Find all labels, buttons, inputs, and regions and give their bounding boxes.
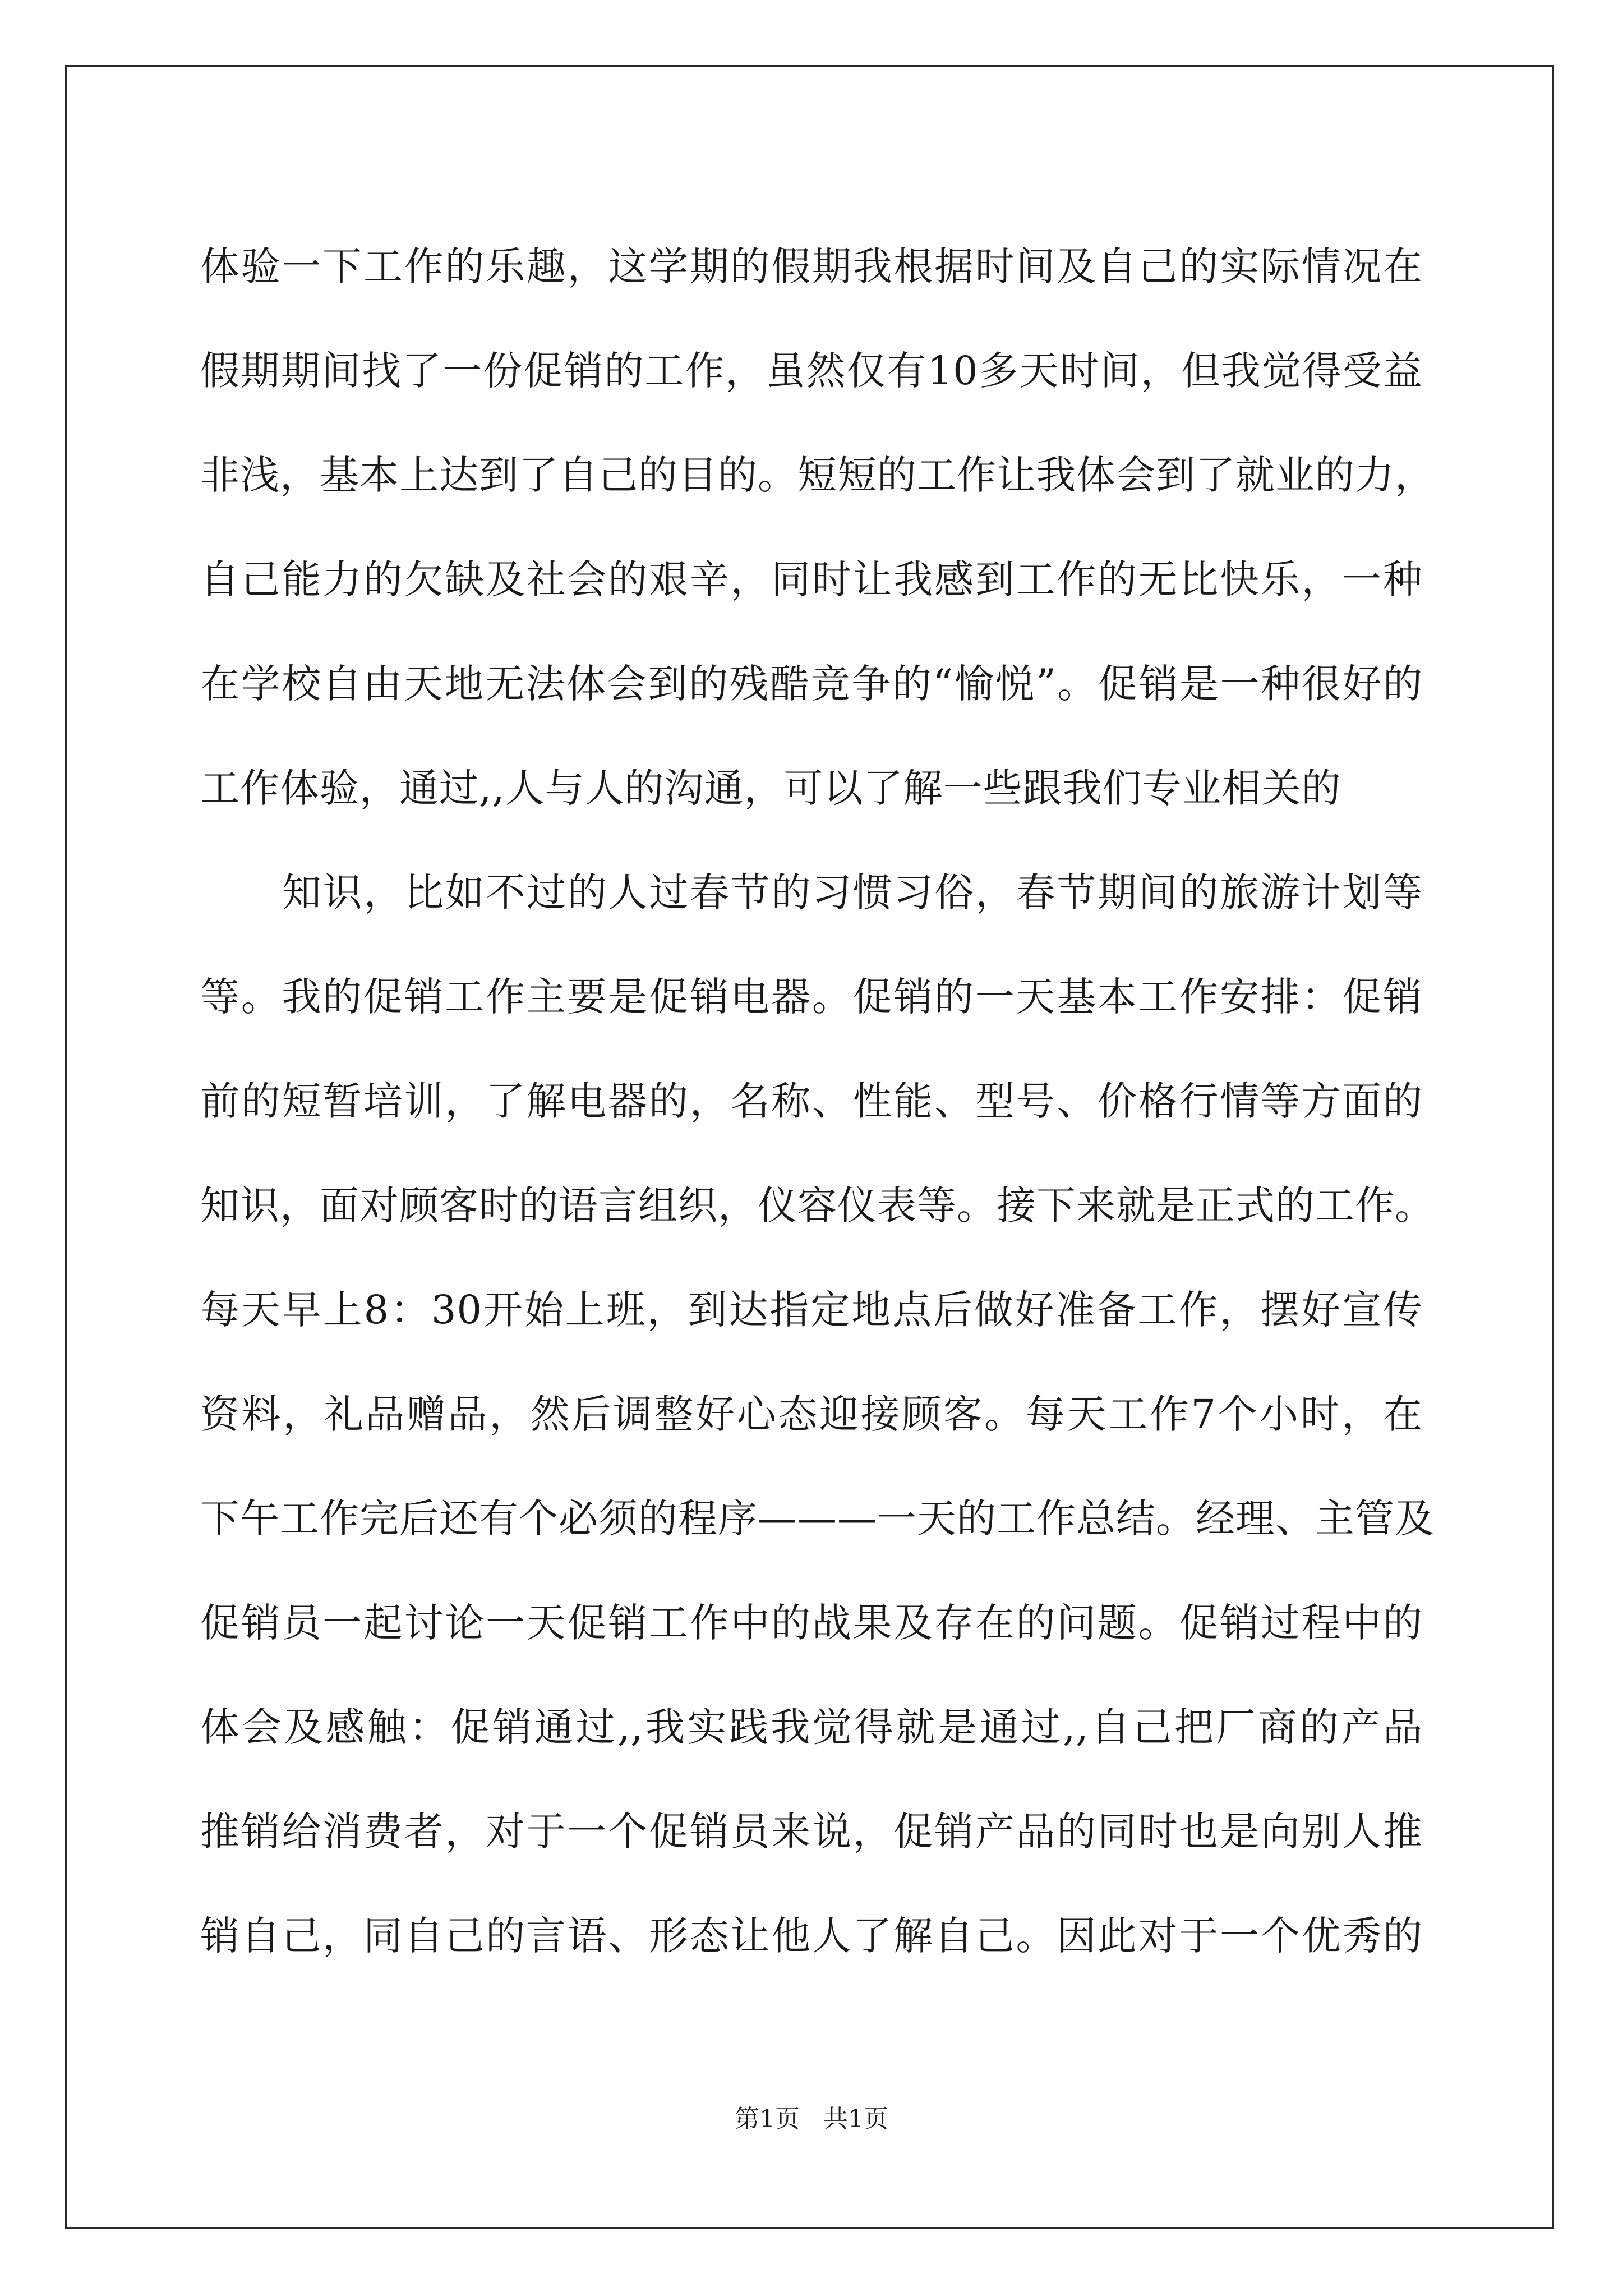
text-line: 每天早上8：30开始上班，到达指定地点后做好准备工作，摆好宣传 [200, 1287, 1423, 1333]
text-line: 工作体验，通过,,人与人的沟通，可以了解一些跟我们专业相关的 [200, 765, 1341, 811]
page-number: 第1页 [735, 2105, 800, 2133]
text-line: 推销给消费者，对于一个促销员来说，促销产品的同时也是向别人推 [200, 1809, 1423, 1855]
text-line: 体会及感触：促销通过,,我实践我觉得就是通过,,自己把厂商的产品 [200, 1704, 1423, 1750]
text-line: 等。我的促销工作主要是促销电器。促销的一天基本工作安排：促销 [200, 974, 1423, 1020]
text-line: 销自己，同自己的言语、形态让他人了解自己。因此对于一个优秀的 [200, 1913, 1423, 1959]
text-line: 知识，面对顾客时的语言组织，仪容仪表等。接下来就是正式的工作。 [200, 1182, 1435, 1228]
text-line: 下午工作完后还有个必须的程序———一天的工作总结。经理、主管及 [200, 1496, 1435, 1542]
page-total: 共1页 [823, 2105, 888, 2133]
text-line: 资料，礼品赠品，然后调整好心态迎接顾客。每天工作7个小时，在 [200, 1391, 1423, 1437]
document-body [200, 214, 1435, 1988]
text-line: 非浅，基本上达到了自己的目的。短短的工作让我体会到了就业的力， [200, 452, 1435, 498]
text-line: 假期期间找了一份促销的工作，虽然仅有10多天时间，但我觉得受益 [200, 348, 1423, 394]
paragraph-first-line: 知识，比如不过的人过春节的习惯习俗，春节期间的旅游计划等 [282, 869, 1423, 915]
text-line: 促销员一起讨论一天促销工作中的战果及存在的问题。促销过程中的 [200, 1600, 1423, 1646]
text-line: 在学校自由天地无法体会到的残酷竞争的“愉悦”。促销是一种很好的 [200, 661, 1423, 707]
text-line: 前的短暂培训，了解电器的，名称、性能、型号、价格行情等方面的 [200, 1078, 1423, 1124]
text-line: 自己能力的欠缺及社会的艰辛，同时让我感到工作的无比快乐，一种 [200, 556, 1423, 602]
page-footer [0, 2102, 1623, 2136]
text-line: 体验一下工作的乐趣，这学期的假期我根据时间及自己的实际情况在 [200, 243, 1423, 289]
